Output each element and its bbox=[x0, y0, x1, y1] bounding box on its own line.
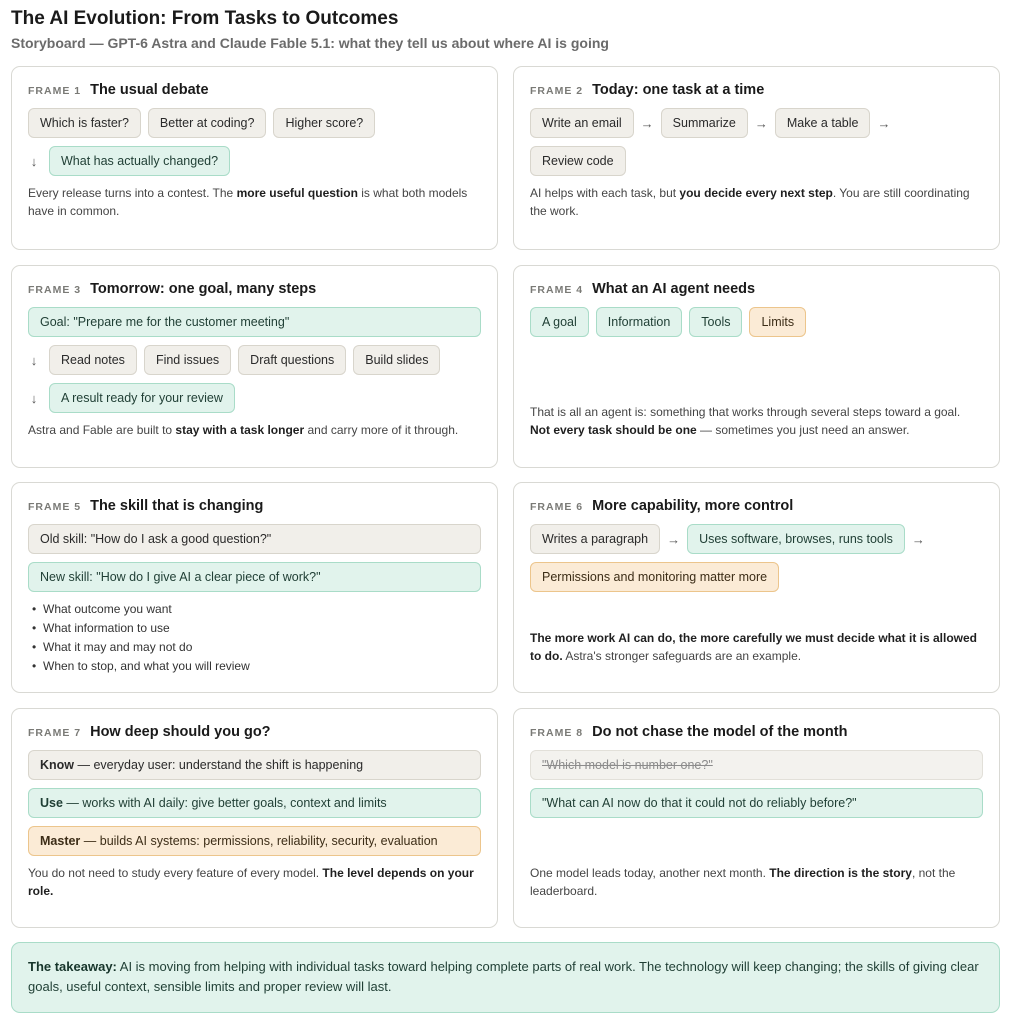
old-skill-chip: Old skill: "How do I ask a good question?" bbox=[28, 524, 481, 554]
right-arrow-icon: → bbox=[877, 115, 891, 131]
level-use-chip: Use — works with AI daily: give better goals, context and limits bbox=[28, 788, 481, 818]
frame-7 bbox=[11, 708, 498, 928]
question-chip: Better at coding? bbox=[148, 108, 267, 138]
right-arrow-icon: → bbox=[754, 115, 768, 131]
frame-5 bbox=[11, 482, 498, 693]
list-item: • What outcome you want bbox=[28, 600, 481, 619]
question-chip: Which is faster? bbox=[28, 108, 141, 138]
list-item: • What information to use bbox=[28, 619, 481, 638]
frame-caption: That is all an agent is: something that works through several steps toward a goal. Not every task should be one — sometimes you just need an answer. bbox=[530, 405, 961, 437]
frame-2 bbox=[513, 66, 1000, 250]
task-chip: Review code bbox=[530, 146, 626, 176]
agent-need-chip: Tools bbox=[689, 307, 742, 337]
list-item: • What it may and may not do bbox=[28, 638, 481, 657]
frame-4 bbox=[513, 265, 1000, 468]
question-chip: Higher score? bbox=[273, 108, 375, 138]
capability-chip: Uses software, browses, runs tools bbox=[687, 524, 905, 554]
down-arrow-icon: ↓ bbox=[30, 352, 38, 368]
frame-title: What an AI agent needs bbox=[592, 281, 756, 297]
right-arrow-icon: → bbox=[640, 115, 654, 131]
step-chip: Find issues bbox=[144, 345, 231, 375]
page-title: The AI Evolution: From Tasks to Outcomes bbox=[11, 8, 399, 29]
frame-caption: The more work AI can do, the more carefully we must decide what it is allowed to do. Astra's stronger safeguards are an example. bbox=[530, 631, 977, 663]
task-chip: Make a table bbox=[775, 108, 871, 138]
limits-chip: Limits bbox=[749, 307, 806, 337]
frame-title: More capability, more control bbox=[592, 498, 794, 514]
frame-title: Tomorrow: one goal, many steps bbox=[90, 281, 317, 297]
frame-caption: You do not need to study every feature of every model. The level depends on your role. bbox=[28, 866, 474, 898]
result-chip: What has actually changed? bbox=[49, 146, 230, 176]
level-know-chip: Know — everyday user: understand the shift is happening bbox=[28, 750, 481, 780]
task-chip: Write an email bbox=[530, 108, 634, 138]
page-subtitle: Storyboard — GPT-6 Astra and Claude Fable 5.1: what they tell us about where AI is going bbox=[11, 35, 609, 51]
frame-3 bbox=[11, 265, 498, 468]
frame-label: FRAME 2 bbox=[530, 85, 584, 97]
down-arrow-icon: ↓ bbox=[30, 153, 38, 169]
frame-title: Today: one task at a time bbox=[592, 82, 765, 98]
step-chip: Build slides bbox=[353, 345, 440, 375]
frame-1 bbox=[11, 66, 498, 250]
takeaway-banner bbox=[11, 942, 1000, 1013]
new-question-chip: "What can AI now do that it could not do reliably before?" bbox=[530, 788, 983, 818]
frame-label: FRAME 4 bbox=[530, 284, 584, 296]
frame-8 bbox=[513, 708, 1000, 928]
right-arrow-icon: → bbox=[911, 531, 925, 547]
frame-title: How deep should you go? bbox=[90, 724, 271, 740]
level-master-chip: Master — builds AI systems: permissions, reliability, security, evaluation bbox=[28, 826, 481, 856]
takeaway-text: AI is moving from helping with individual tasks toward helping complete parts of real work. The technology will keep changing; the skills of giving clear goals, useful context, sensible limits and proper review will last. bbox=[28, 959, 979, 994]
control-chip: Permissions and monitoring matter more bbox=[530, 562, 779, 592]
skill-list bbox=[28, 600, 481, 676]
capability-chip: Writes a paragraph bbox=[530, 524, 660, 554]
right-arrow-icon: → bbox=[667, 531, 681, 547]
frame-label: FRAME 1 bbox=[28, 85, 82, 97]
frame-title: Do not chase the model of the month bbox=[592, 724, 848, 740]
frame-title: The skill that is changing bbox=[90, 498, 264, 514]
task-chip: Summarize bbox=[661, 108, 748, 138]
step-chip: Read notes bbox=[49, 345, 137, 375]
frame-caption: Every release turns into a contest. The more useful question is what both models have in common. bbox=[28, 186, 468, 218]
frame-label: FRAME 3 bbox=[28, 284, 82, 296]
frame-title: The usual debate bbox=[90, 82, 209, 98]
frame-caption: Astra and Fable are built to stay with a task longer and carry more of it through. bbox=[28, 423, 459, 437]
frame-caption: One model leads today, another next month. The direction is the story, not the leaderboard. bbox=[530, 866, 956, 898]
frame-caption: AI helps with each task, but you decide every next step. You are still coordinating the work. bbox=[530, 186, 970, 218]
frame-label: FRAME 7 bbox=[28, 727, 82, 739]
frame-label: FRAME 8 bbox=[530, 727, 584, 739]
frame-label: FRAME 5 bbox=[28, 501, 82, 513]
agent-need-chip: Information bbox=[596, 307, 683, 337]
goal-chip: Goal: "Prepare me for the customer meeting" bbox=[28, 307, 481, 337]
step-chip: Draft questions bbox=[238, 345, 346, 375]
new-skill-chip: New skill: "How do I give AI a clear piece of work?" bbox=[28, 562, 481, 592]
result-chip: A result ready for your review bbox=[49, 383, 235, 413]
list-item: • When to stop, and what you will review bbox=[28, 657, 481, 676]
frame-label: FRAME 6 bbox=[530, 501, 584, 513]
takeaway-label: The takeaway: bbox=[28, 959, 117, 974]
old-question-chip: "Which model is number one?" bbox=[530, 750, 983, 780]
agent-need-chip: A goal bbox=[530, 307, 589, 337]
frame-6 bbox=[513, 482, 1000, 693]
down-arrow-icon: ↓ bbox=[30, 390, 38, 406]
